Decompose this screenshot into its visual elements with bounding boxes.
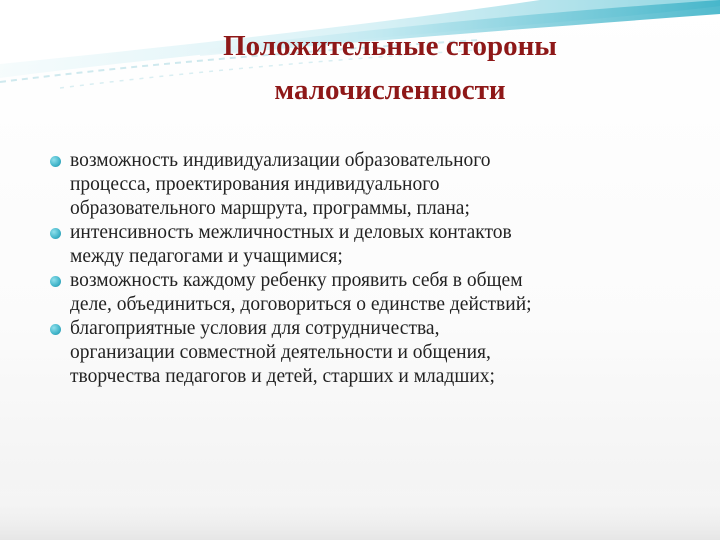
bullet-line: между педагогами и учащимися;	[70, 246, 343, 267]
bullet-dot-icon	[50, 228, 61, 239]
bullet-line: интенсивность межличностных и деловых контактов	[70, 222, 512, 243]
bullet-dot-icon	[50, 156, 61, 167]
bottom-shadow-decoration	[0, 480, 720, 540]
bullet-dot-icon	[50, 276, 61, 287]
bullet-line: организации совместной деятельности и общения,	[70, 342, 491, 363]
bullet-line: образовательного маршрута, программы, плана;	[70, 198, 470, 219]
bullet-list	[46, 149, 696, 389]
bullet-item-cooperation	[46, 317, 696, 389]
bullet-line: возможность индивидуализации образовательного	[70, 150, 491, 171]
bullet-item-contacts	[46, 221, 696, 269]
bullet-line: возможность каждому ребенку проявить себя в общем	[70, 270, 523, 291]
bullet-line: благоприятные условия для сотрудничества,	[70, 318, 440, 339]
bullet-line: процесса, проектирования индивидуального	[70, 174, 440, 195]
title-line-1: Положительные стороны	[223, 30, 557, 62]
bullet-dot-icon	[50, 324, 61, 335]
bullet-item-individualization	[46, 149, 696, 221]
title-line-2: малочисленности	[274, 74, 506, 106]
bullet-line: творчества педагогов и детей, старших и младших;	[70, 366, 495, 387]
bullet-item-self-expression	[46, 269, 696, 317]
bullet-line: деле, объединиться, договориться о единстве действий;	[70, 294, 532, 315]
slide-title	[150, 24, 630, 112]
